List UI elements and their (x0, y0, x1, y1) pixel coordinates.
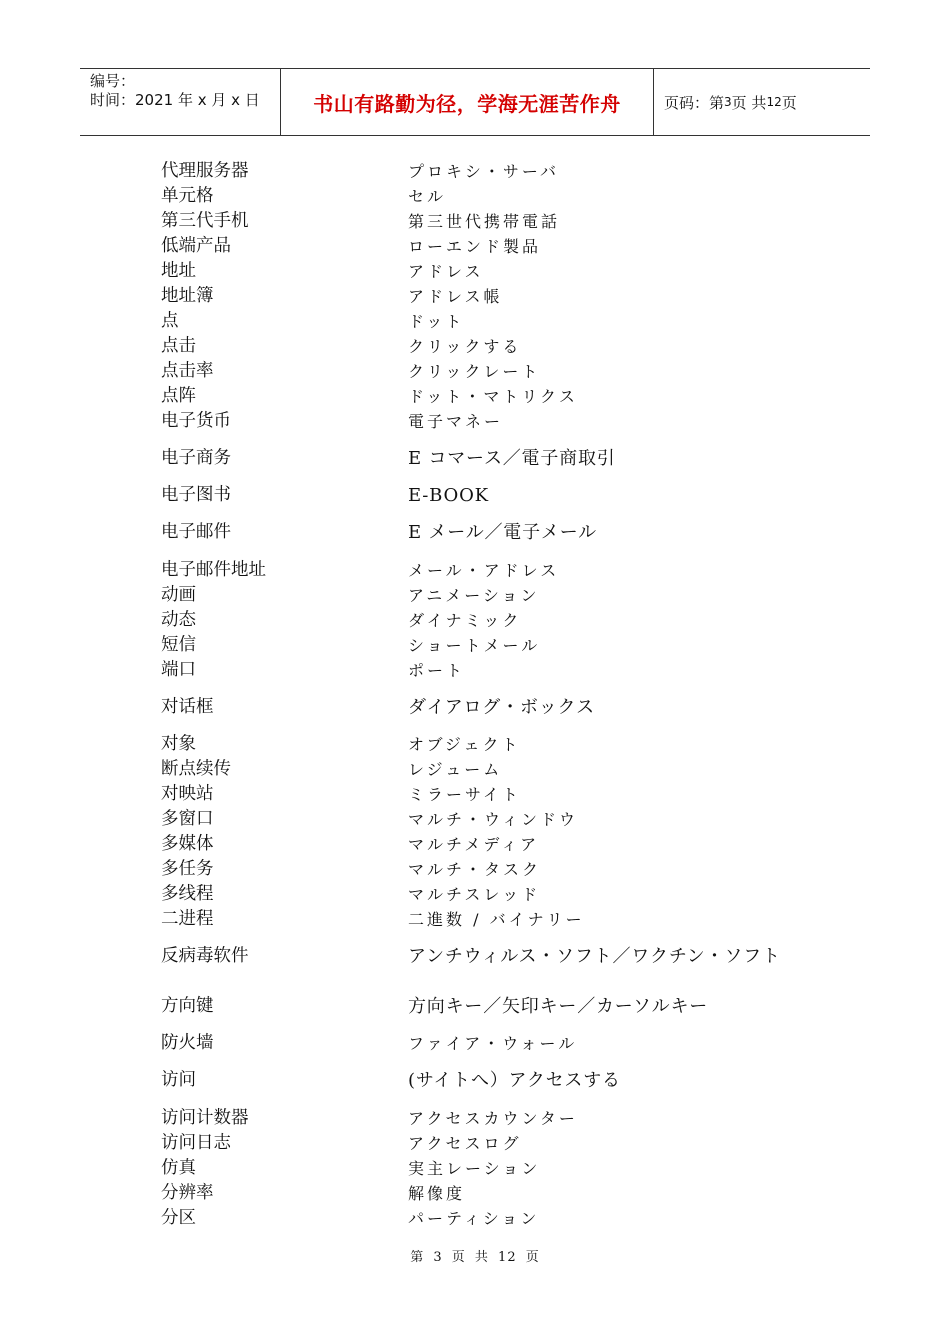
term-japanese: メール・アドレス (408, 561, 560, 580)
term-chinese: 动态 (161, 610, 196, 630)
term-chinese: 动画 (161, 585, 196, 605)
term-row (0, 159, 950, 184)
term-chinese: 点 (161, 311, 179, 331)
term-chinese: 点击 (161, 336, 196, 356)
term-row (0, 359, 950, 384)
term-row (0, 1131, 950, 1156)
term-chinese: 仿真 (161, 1158, 196, 1178)
term-japanese: ダイナミック (408, 611, 522, 630)
term-chinese: 点阵 (161, 386, 196, 406)
page-mid-text: 页 共 (731, 93, 767, 112)
term-chinese: 分区 (161, 1208, 196, 1228)
term-japanese: ポート (408, 661, 466, 680)
term-row (0, 695, 950, 720)
term-chinese: 防火墙 (161, 1033, 214, 1053)
term-japanese: ダイアログ・ボックス (408, 697, 595, 718)
term-japanese: プロキシ・サーバ (408, 162, 560, 181)
term-chinese: 电子商务 (161, 448, 231, 468)
term-chinese: 多媒体 (161, 834, 214, 854)
term-row (0, 446, 950, 471)
header-page-info (654, 69, 870, 135)
term-japanese: アドレス (408, 262, 484, 281)
header-motto: 书山有路勤为径，学海无涯苦作舟 (281, 69, 654, 135)
term-japanese: マルチ・ウィンドウ (408, 810, 579, 829)
term-japanese: (サイトへ）アクセスする (408, 1070, 621, 1091)
term-chinese: 短信 (161, 635, 196, 655)
term-japanese: 第三世代携帯電話 (408, 212, 561, 231)
term-row (0, 944, 950, 969)
document-number-label: 编号： (90, 72, 136, 90)
term-row (0, 782, 950, 807)
term-row (0, 757, 950, 782)
term-chinese: 多窗口 (161, 809, 214, 829)
term-row (0, 184, 950, 209)
term-chinese: 反病毒软件 (161, 946, 249, 966)
term-chinese: 对话框 (161, 697, 214, 717)
page-current-number: 3 (724, 95, 732, 109)
term-row (0, 732, 950, 757)
term-japanese: E コマース／電子商取引 (408, 448, 616, 469)
term-row (0, 234, 950, 259)
term-japanese: 方向キー／矢印キー／カーソルキー (408, 996, 709, 1017)
term-chinese: 分辨率 (161, 1183, 214, 1203)
term-row (0, 483, 950, 508)
term-chinese: 方向键 (161, 996, 214, 1016)
term-row (0, 1106, 950, 1131)
term-row (0, 309, 950, 334)
term-chinese: 电子邮件 (161, 522, 231, 542)
term-row (0, 334, 950, 359)
term-chinese: 地址簿 (161, 286, 214, 306)
term-japanese: マルチ・タスク (408, 860, 542, 879)
term-chinese: 端口 (161, 660, 196, 680)
term-chinese: 对象 (161, 734, 196, 754)
term-japanese: E メール／電子メール (408, 522, 597, 543)
term-japanese: ファイア・ウォール (408, 1034, 578, 1053)
term-row (0, 807, 950, 832)
term-japanese: 解像度 (408, 1184, 466, 1203)
term-japanese: E-BOOK (408, 485, 489, 506)
term-chinese: 低端产品 (161, 236, 231, 256)
term-row (0, 520, 950, 545)
term-japanese: 実主レーション (408, 1159, 541, 1178)
term-chinese: 对映站 (161, 784, 214, 804)
term-row (0, 658, 950, 683)
term-japanese: オブジェクト (408, 735, 521, 754)
document-time-label: 时间：2021 年 x 月 x 日 (90, 91, 260, 109)
term-chinese: 电子邮件地址 (161, 560, 266, 580)
term-row (0, 857, 950, 882)
term-row (0, 409, 950, 434)
term-row (0, 832, 950, 857)
page-footer: 第 3 页 共 12 页 (410, 1250, 540, 1265)
term-row (0, 608, 950, 633)
term-japanese: ショートメール (408, 636, 541, 655)
term-japanese: セル (408, 187, 447, 206)
term-row (0, 882, 950, 907)
term-row (0, 1206, 950, 1231)
term-row (0, 259, 950, 284)
header-info-cell (80, 69, 281, 135)
term-row (0, 907, 950, 932)
term-japanese: 電子マネー (408, 412, 504, 431)
term-row (0, 558, 950, 583)
term-japanese: アドレス帳 (408, 287, 503, 306)
term-japanese: アニメーション (408, 586, 540, 605)
term-chinese: 第三代手机 (161, 211, 249, 231)
term-chinese: 断点续传 (161, 759, 231, 779)
term-chinese: 代理服务器 (161, 161, 249, 181)
page-header (80, 68, 870, 136)
term-row (0, 1068, 950, 1093)
term-japanese: アンチウィルス・ソフト／ワクチン・ソフト (408, 946, 781, 967)
term-chinese: 访问日志 (161, 1133, 231, 1153)
term-row (0, 994, 950, 1019)
term-chinese: 多任务 (161, 859, 214, 879)
term-chinese: 点击率 (161, 361, 214, 381)
term-japanese: ドット (408, 312, 465, 331)
page-total-number: 12 (766, 95, 782, 109)
term-japanese: ローエンド製品 (408, 237, 542, 256)
term-japanese: クリックする (408, 337, 522, 356)
term-japanese: ドット・マトリクス (408, 387, 578, 406)
term-chinese: 多线程 (161, 884, 214, 904)
term-japanese: クリックレート (408, 362, 541, 381)
term-row (0, 384, 950, 409)
term-chinese: 二进程 (161, 909, 214, 929)
term-japanese: マルチメディア (408, 835, 540, 854)
term-chinese: 地址 (161, 261, 196, 281)
term-japanese: アクセスカウンター (408, 1109, 578, 1128)
term-row (0, 1156, 950, 1181)
term-japanese: レジューム (408, 760, 503, 779)
term-row (0, 583, 950, 608)
page-suffix: 页 (781, 93, 797, 112)
term-japanese: マルチスレッド (408, 885, 541, 904)
term-japanese: 二進数 / バイナリー (408, 910, 585, 929)
term-row (0, 209, 950, 234)
page-prefix: 页码：第 (664, 93, 725, 112)
term-row (0, 633, 950, 658)
term-chinese: 电子货币 (161, 411, 231, 431)
term-chinese: 访问 (161, 1070, 196, 1090)
term-chinese: 访问计数器 (161, 1108, 249, 1128)
term-japanese: ミラーサイト (408, 785, 521, 804)
term-japanese: パーティション (408, 1209, 540, 1228)
term-chinese: 单元格 (161, 186, 214, 206)
term-row (0, 1181, 950, 1206)
term-row (0, 284, 950, 309)
term-chinese: 电子图书 (161, 485, 231, 505)
term-japanese: アクセスログ (408, 1134, 522, 1153)
term-row (0, 1031, 950, 1056)
